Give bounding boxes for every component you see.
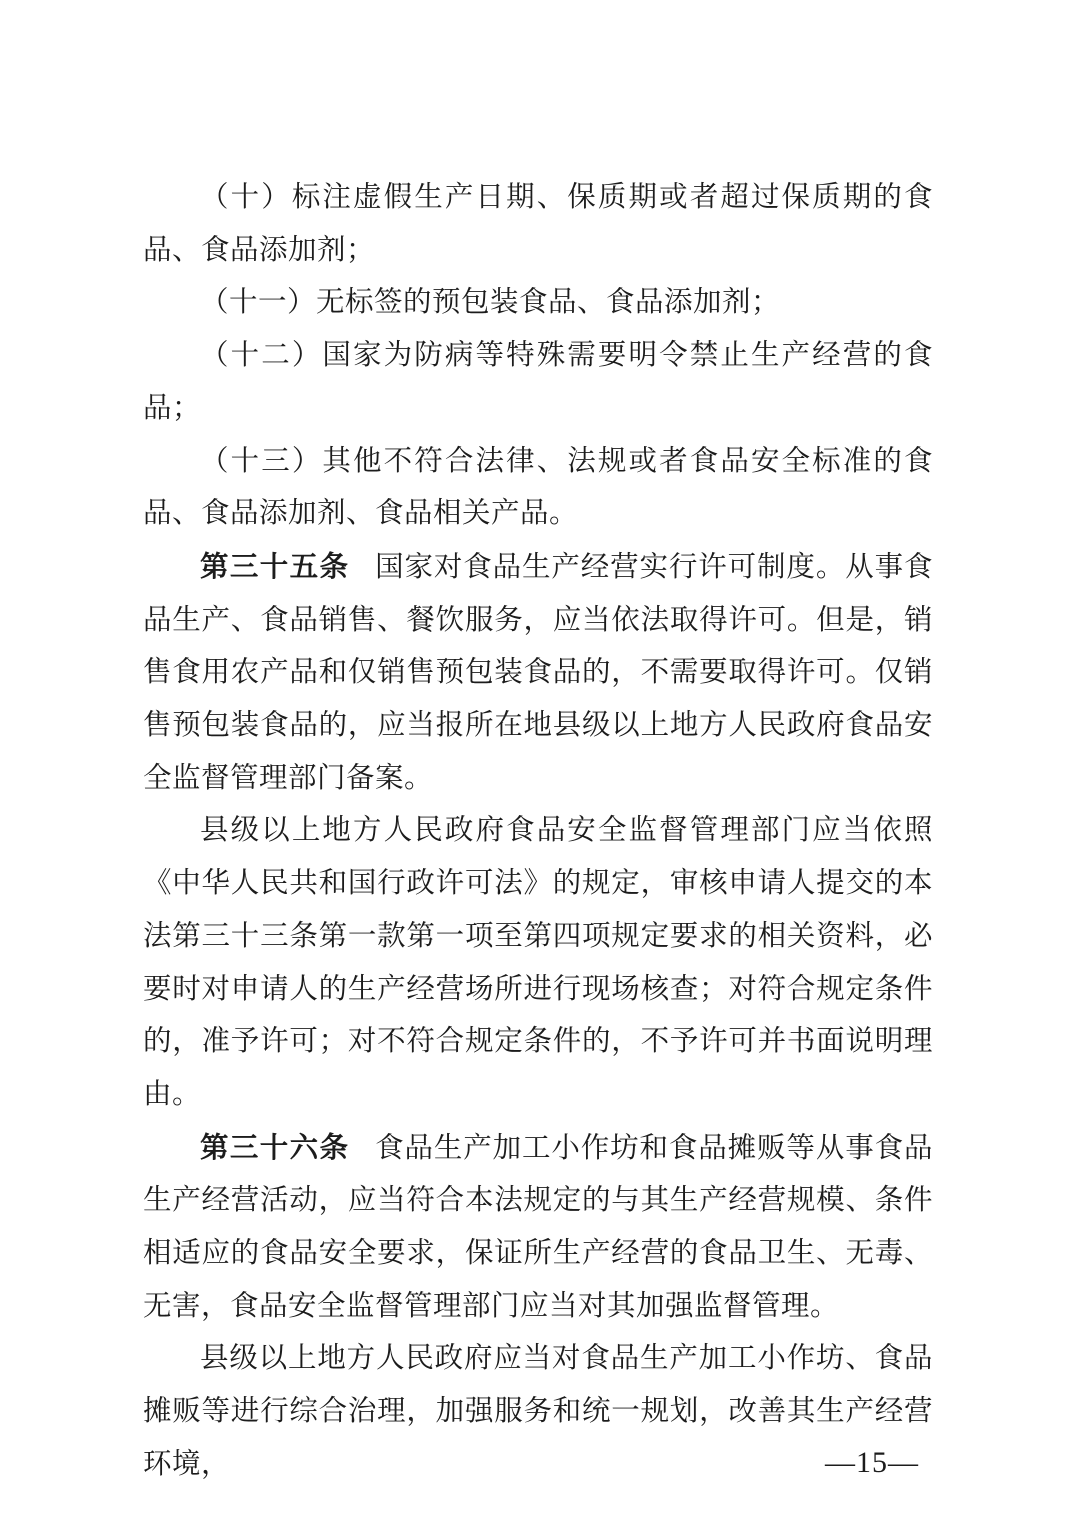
article-paragraph: 第三十六条 食品生产加工小作坊和食品摊贩等从事食品生产经营活动，应当符合本法规定的与其生产经营规模、条件相适应的食品安全要求，保证所生产经营的食品卫生、无毒、无害，食品安全监督管理部门应当对其加强监督管理。 — [143, 1131, 933, 1322]
page-number: —15— — [825, 1446, 919, 1479]
article-number: 第三十五条 — [200, 550, 350, 583]
paragraph: （十二）国家为防病等特殊需要明令禁止生产经营的食品； — [143, 340, 933, 424]
paragraph: （十一）无标签的预包装食品、食品添加剂； — [200, 287, 781, 319]
paragraph: （十三）其他不符合法律、法规或者食品安全标准的食品、食品添加剂、食品相关产品。 — [143, 445, 933, 530]
paragraph: （十）标注虚假生产日期、保质期或者超过保质期的食品、食品添加剂； — [143, 182, 933, 266]
article-number: 第三十六条 — [200, 1131, 350, 1164]
paragraph: 县级以上地方人民政府应当对食品生产加工小作坊、食品摊贩等进行综合治理，加强服务和统一规划，改善其生产经营环境， — [143, 1343, 933, 1480]
document-body — [143, 172, 933, 1492]
paragraph: 县级以上地方人民政府食品安全监督管理部门应当依照《中华人民共和国行政许可法》的规定，审核申请人提交的本法第三十三条第一款第一项至第四项规定要求的相关资料，必要时对申请人的生产经营场所进行现场核查；对符合规定条件的，准予许可；对不符合规定条件的，不予许可并书面说明理由。 — [143, 815, 933, 1110]
article-paragraph: 第三十五条 国家对食品生产经营实行许可制度。从事食品生产、食品销售、餐饮服务，应当依法取得许可。但是，销售食用农产品和仅销售预包装食品的，不需要取得许可。仅销售预包装食品的，应当报所在地县级以上地方人民政府食品安全监督管理部门备案。 — [143, 550, 933, 794]
